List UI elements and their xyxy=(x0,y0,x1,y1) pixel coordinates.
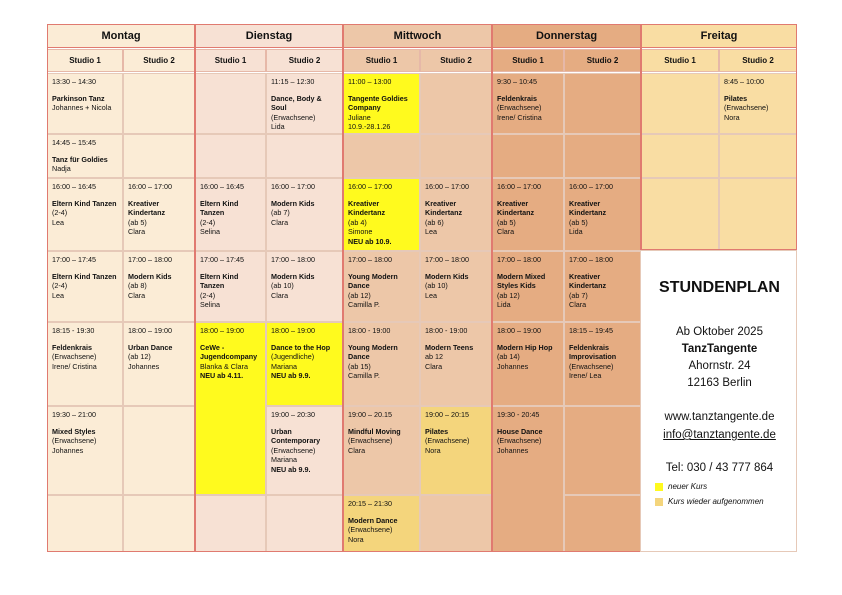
class-time: 11:15 – 12:30 xyxy=(271,77,315,86)
class-detail: Clara xyxy=(569,300,587,310)
class-cell[interactable] xyxy=(47,73,123,134)
class-detail: Mariana xyxy=(271,455,297,465)
class-cell[interactable] xyxy=(47,134,123,178)
legend-resumed xyxy=(655,497,764,506)
empty-cell xyxy=(420,134,492,178)
class-time: 16:00 – 17:00 xyxy=(348,182,392,191)
empty-cell xyxy=(420,73,492,134)
class-detail: (Erwachsene) xyxy=(724,103,769,113)
class-cell[interactable] xyxy=(420,406,492,495)
class-title: Kreativer Kindertanz xyxy=(569,271,607,291)
class-detail: Clara xyxy=(425,361,443,371)
class-title: Dance to the Hop xyxy=(271,342,331,352)
class-detail: Johannes xyxy=(497,361,529,371)
class-detail: Clara xyxy=(271,217,289,227)
class-title: Parkinson Tanz xyxy=(52,93,105,103)
new-swatch xyxy=(655,483,663,491)
class-detail: Clara xyxy=(271,290,289,300)
empty-cell xyxy=(564,495,641,552)
class-title: Tanz für Goldies xyxy=(52,154,108,164)
class-title: Eltern Kind Tanzen xyxy=(200,271,239,291)
class-cell[interactable] xyxy=(47,178,123,251)
class-detail: Clara xyxy=(128,227,146,237)
class-cell[interactable] xyxy=(420,322,492,406)
class-detail: (2-4) xyxy=(52,281,68,291)
class-detail: 10.9.-28.1.26 xyxy=(348,122,391,132)
class-detail: (ab 10) xyxy=(271,281,294,291)
class-time: 17:00 – 18:00 xyxy=(128,255,172,264)
empty-cell xyxy=(195,495,266,552)
class-time: 16:00 – 16:45 xyxy=(200,182,244,191)
studio-header: Studio 1 xyxy=(343,49,420,72)
class-time: 8:45 – 10:00 xyxy=(724,77,764,86)
class-title: Modern Kids xyxy=(271,198,315,208)
class-time: 17:00 – 18:00 xyxy=(348,255,392,264)
class-cell[interactable] xyxy=(195,178,266,251)
class-detail: (ab 10) xyxy=(425,281,448,291)
class-cell[interactable] xyxy=(492,406,564,552)
class-detail: (ab 6) xyxy=(425,217,444,227)
class-detail: (ab 5) xyxy=(569,217,588,227)
class-title: Modern Kids xyxy=(425,271,469,281)
class-cell[interactable] xyxy=(123,251,195,322)
class-cell[interactable] xyxy=(266,178,343,251)
empty-cell xyxy=(123,134,195,178)
empty-cell xyxy=(564,134,641,178)
legend-new-label: neuer Kurs xyxy=(668,482,708,491)
class-detail: Blanka & Clara xyxy=(200,361,248,371)
class-time: 16:00 – 17:00 xyxy=(569,182,613,191)
day-header-mi: Mittwoch xyxy=(343,24,492,48)
empty-cell xyxy=(719,134,797,178)
class-detail: Johannes xyxy=(52,445,84,455)
class-title: Feldenkrais xyxy=(52,342,92,352)
class-time: 9:30 – 10:45 xyxy=(497,77,537,86)
studio-header: Studio 1 xyxy=(492,49,564,72)
class-title: Modern Kids xyxy=(271,271,315,281)
class-title: Kreativer Kindertanz xyxy=(425,198,463,218)
class-cell[interactable] xyxy=(343,322,420,406)
valid-from: Ab Oktober 2025 xyxy=(676,326,763,338)
class-time: 17:00 – 18:00 xyxy=(425,255,469,264)
class-title: Kreativer Kindertanz xyxy=(497,198,535,218)
class-time: 16:00 – 17:00 xyxy=(425,182,469,191)
class-detail: (Erwachsene) xyxy=(348,525,393,535)
email-link[interactable]: info@tanztangente.de xyxy=(663,429,776,441)
empty-cell xyxy=(47,495,123,552)
empty-cell xyxy=(420,495,492,552)
studio-header: Studio 2 xyxy=(564,49,641,72)
class-time: 18:00 – 19:00 xyxy=(497,326,541,335)
day-header-di: Dienstag xyxy=(195,24,343,48)
class-detail: Lea xyxy=(425,290,437,300)
class-detail: Simone xyxy=(348,227,373,237)
studio-header: Studio 2 xyxy=(123,49,195,72)
class-time: 16:00 – 16:45 xyxy=(52,182,96,191)
class-detail: Lea xyxy=(52,217,64,227)
empty-cell xyxy=(266,495,343,552)
class-cell[interactable] xyxy=(492,251,564,322)
class-detail: (Erwachsene) xyxy=(425,436,470,446)
class-detail: (Erwachsene) xyxy=(271,112,316,122)
class-detail: Lida xyxy=(497,300,511,310)
class-cell[interactable] xyxy=(343,73,420,134)
class-detail: (Erwachsene) xyxy=(52,436,97,446)
class-cell[interactable] xyxy=(266,322,343,406)
class-cell[interactable] xyxy=(420,178,492,251)
class-title: Modern Dance xyxy=(348,515,398,525)
empty-cell xyxy=(719,178,797,251)
class-time: 17:00 – 17:45 xyxy=(200,255,244,264)
class-time: 18:00 – 19:00 xyxy=(128,326,172,335)
class-title: Eltern Kind Tanzen xyxy=(200,198,239,218)
class-time: 17:00 – 18:00 xyxy=(569,255,613,264)
class-cell[interactable] xyxy=(123,322,195,406)
class-detail: Lida xyxy=(569,227,583,237)
class-detail: Juliane xyxy=(348,112,371,122)
class-time: 19:00 – 20:30 xyxy=(271,410,315,419)
class-detail: (2-4) xyxy=(200,217,216,227)
legend-resumed-label: Kurs wieder aufgenommen xyxy=(668,497,764,506)
class-title: Pilates xyxy=(425,426,449,436)
class-title: Tangente Goldies Company xyxy=(348,93,408,113)
class-detail: Irene/ Lea xyxy=(569,371,602,381)
class-time: 19:00 – 20.15 xyxy=(348,410,392,419)
class-title: Modern Teens xyxy=(425,342,474,352)
class-detail: (ab 4) xyxy=(348,217,367,227)
class-detail: Nadja xyxy=(52,164,71,174)
class-detail: (ab 5) xyxy=(497,217,516,227)
empty-cell xyxy=(195,134,266,178)
class-detail: Clara xyxy=(348,445,366,455)
class-title: Kreativer Kindertanz xyxy=(128,198,166,218)
class-cell[interactable] xyxy=(195,251,266,322)
class-detail: Selina xyxy=(200,227,220,237)
class-cell[interactable] xyxy=(123,178,195,251)
class-detail: (ab 14) xyxy=(497,352,520,362)
class-time: 16:00 – 17:00 xyxy=(271,182,315,191)
class-detail: Nora xyxy=(724,112,740,122)
phone: Tel: 030 / 43 777 864 xyxy=(665,462,774,474)
class-time: 17:00 – 18:00 xyxy=(497,255,541,264)
class-detail: Lea xyxy=(52,290,64,300)
class-time: 20:15 – 21:30 xyxy=(348,499,392,508)
class-detail: Camilla P. xyxy=(348,371,380,381)
class-detail: Nora xyxy=(425,445,441,455)
studio-header: Studio 1 xyxy=(47,49,123,72)
class-time: 17:00 – 17:45 xyxy=(52,255,96,264)
class-title: Young Modern Dance xyxy=(348,271,398,291)
class-detail: (Erwachsene) xyxy=(497,436,542,446)
class-detail: (Jugendliche) xyxy=(271,352,315,362)
class-cell[interactable] xyxy=(47,406,123,495)
class-detail: Clara xyxy=(128,290,146,300)
class-detail: Johannes xyxy=(497,445,529,455)
studio-header: Studio 1 xyxy=(195,49,266,72)
class-detail: Irene/ Cristina xyxy=(497,112,542,122)
day-header-do: Donnerstag xyxy=(492,24,641,48)
class-title: Dance, Body & Soul xyxy=(271,93,322,113)
class-time: 13:30 – 14:30 xyxy=(52,77,96,86)
class-cell[interactable] xyxy=(266,251,343,322)
studio-header: Studio 1 xyxy=(641,49,719,72)
class-cell[interactable] xyxy=(266,73,343,134)
class-detail: Selina xyxy=(200,300,220,310)
class-cell[interactable] xyxy=(47,251,123,322)
class-detail: Lida xyxy=(271,122,285,132)
class-time: 18:00 – 19:00 xyxy=(271,326,315,335)
empty-cell xyxy=(343,134,420,178)
class-cell[interactable] xyxy=(343,178,420,251)
class-cell[interactable] xyxy=(564,251,641,322)
class-detail: Johannes + Nicola xyxy=(52,103,112,113)
class-title: Urban Dance xyxy=(128,342,173,352)
class-time: 18:15 - 19:30 xyxy=(52,326,95,335)
class-cell[interactable] xyxy=(266,406,343,495)
class-time: 16:00 – 17:00 xyxy=(497,182,541,191)
studio-header: Studio 2 xyxy=(266,49,343,72)
class-title: Feldenkrais xyxy=(497,93,537,103)
class-detail: (ab 15) xyxy=(348,361,371,371)
empty-cell xyxy=(492,134,564,178)
new-since-note: NEU ab 10.9. xyxy=(348,236,392,246)
class-time: 19:00 – 20:15 xyxy=(425,410,469,419)
class-title: Pilates xyxy=(724,93,748,103)
new-since-note: NEU ab 9.9. xyxy=(271,464,311,474)
empty-cell xyxy=(564,406,641,495)
empty-cell xyxy=(266,134,343,178)
empty-cell xyxy=(641,73,719,134)
class-detail: (ab 12) xyxy=(348,290,371,300)
info-panel xyxy=(640,250,797,552)
class-time: 16:00 – 17:00 xyxy=(128,182,172,191)
class-title: Young Modern Dance xyxy=(348,342,398,362)
class-cell[interactable] xyxy=(492,178,564,251)
empty-cell xyxy=(564,73,641,134)
class-title: Modern Hip Hop xyxy=(497,342,553,352)
class-time: 19:30 - 20:45 xyxy=(497,410,540,419)
class-detail: (ab 12) xyxy=(497,290,520,300)
class-detail: (Erwachsene) xyxy=(497,103,542,113)
class-time: 18:00 - 19:00 xyxy=(348,326,391,335)
class-detail: (Erwachsene) xyxy=(569,361,614,371)
class-title: Eltern Kind Tanzen xyxy=(52,271,117,281)
class-cell[interactable] xyxy=(492,73,564,134)
class-cell[interactable] xyxy=(420,251,492,322)
class-detail: ab 12 xyxy=(425,352,443,362)
class-detail: (ab 7) xyxy=(271,208,290,218)
class-title: Modern Kids xyxy=(128,271,172,281)
class-time: 19:30 – 21:00 xyxy=(52,410,96,419)
class-time: 17:00 – 18:00 xyxy=(271,255,315,264)
website-link[interactable]: www.tanztangente.de xyxy=(664,411,775,423)
class-time: 11:00 – 13:00 xyxy=(348,77,392,86)
day-header-mo: Montag xyxy=(47,24,195,48)
class-detail: Clara xyxy=(497,227,515,237)
class-title: Eltern Kind Tanzen xyxy=(52,198,117,208)
legend-new xyxy=(655,482,707,491)
class-cell[interactable] xyxy=(343,251,420,322)
city: 12163 Berlin xyxy=(687,377,752,389)
class-cell[interactable] xyxy=(343,495,420,552)
class-detail: Irene/ Cristina xyxy=(52,361,97,371)
page-title: STUNDENPLAN xyxy=(659,279,780,296)
class-title: Mixed Styles xyxy=(52,426,96,436)
class-detail: (Erwachsene) xyxy=(271,445,316,455)
class-cell[interactable] xyxy=(195,322,266,495)
class-detail: Mariana xyxy=(271,361,297,371)
empty-cell xyxy=(123,73,195,134)
class-detail: (ab 7) xyxy=(569,290,588,300)
class-detail: (ab 8) xyxy=(128,281,147,291)
class-detail: Johannes xyxy=(128,361,160,371)
class-cell[interactable] xyxy=(47,322,123,406)
class-title: Modern Mixed Styles Kids xyxy=(497,271,546,291)
class-detail: (Erwachsene) xyxy=(348,436,393,446)
class-detail: (2-4) xyxy=(200,290,216,300)
class-title: Feldenkrais Improvisation xyxy=(569,342,617,362)
day-header-fr: Freitag xyxy=(641,24,797,48)
org-name: TanzTangente xyxy=(681,343,758,355)
class-time: 18:00 – 19:00 xyxy=(200,326,244,335)
class-cell[interactable] xyxy=(492,322,564,406)
empty-cell xyxy=(641,134,719,178)
studio-header: Studio 2 xyxy=(719,49,797,72)
class-detail: Lea xyxy=(425,227,437,237)
new-since-note: NEU ab 4.11. xyxy=(200,371,244,381)
class-time: 14:45 – 15:45 xyxy=(52,138,96,147)
new-since-note: NEU ab 9.9. xyxy=(271,371,311,381)
class-title: Kreativer Kindertanz xyxy=(569,198,607,218)
empty-cell xyxy=(641,178,719,251)
class-title: Mindful Moving xyxy=(348,426,401,436)
class-title: House Dance xyxy=(497,426,543,436)
class-cell[interactable] xyxy=(343,406,420,495)
class-title: Urban Contemporary xyxy=(271,426,321,446)
class-detail: (Erwachsene) xyxy=(52,352,97,362)
class-time: 18:00 - 19:00 xyxy=(425,326,468,335)
class-detail: Camilla P. xyxy=(348,300,380,310)
empty-cell xyxy=(195,73,266,134)
class-cell[interactable] xyxy=(564,322,641,406)
empty-cell xyxy=(123,495,195,552)
class-cell[interactable] xyxy=(719,73,797,134)
class-detail: (2-4) xyxy=(52,208,68,218)
class-detail: (ab 5) xyxy=(128,217,147,227)
street: Ahornstr. 24 xyxy=(688,360,751,372)
class-detail: (ab 12) xyxy=(128,352,151,362)
class-detail: Nora xyxy=(348,534,364,544)
class-time: 18:15 – 19:45 xyxy=(569,326,613,335)
class-title: CeWe - Jugendcompany xyxy=(200,342,258,362)
class-cell[interactable] xyxy=(564,178,641,251)
empty-cell xyxy=(123,406,195,495)
resumed-swatch xyxy=(655,498,663,506)
studio-header: Studio 2 xyxy=(420,49,492,72)
class-title: Kreativer Kindertanz xyxy=(348,198,386,218)
